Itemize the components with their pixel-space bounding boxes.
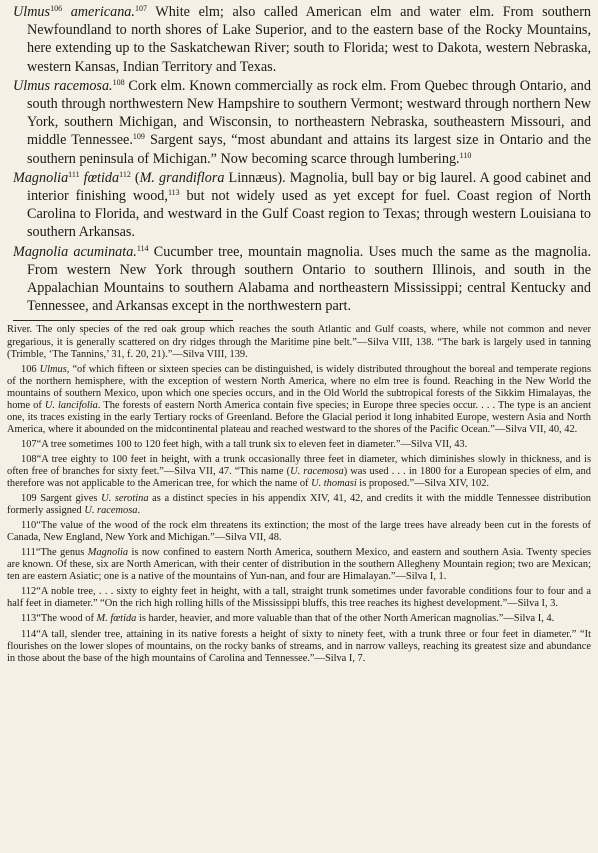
footnote-italic: U. racemosa bbox=[84, 505, 138, 517]
footnote-109 bbox=[7, 493, 591, 517]
footnote-number: 108 bbox=[21, 453, 37, 465]
footnote-112 bbox=[7, 586, 591, 610]
species-name: Ulmus racemosa. bbox=[13, 77, 113, 94]
footnote-number: 109 bbox=[21, 493, 37, 505]
footnote-continuation: River. The only species of the red oak group which reaches the south Atlantic and Gulf coasts, where, while not common and never gregarious, it is generally scattered on dry ridges through the Maritime pine belt.”—Silva VIII, 138. “The bark is largely used in tanning (Trimble, ‘The Tannins,’ 31, f. 20, 21).”—Silva VIII, 139. bbox=[7, 324, 591, 360]
footnote-text: “The genus bbox=[35, 547, 88, 559]
entry-text: ( bbox=[130, 169, 140, 186]
genus-name: Ulmus bbox=[13, 4, 51, 20]
entry-magnolia-foetida bbox=[7, 169, 591, 242]
footnote-107 bbox=[7, 439, 591, 451]
footnote-italic: Ulmus, bbox=[39, 363, 70, 375]
footnote-ref: 111 bbox=[68, 169, 80, 179]
footnote-italic: U. serotina bbox=[101, 493, 149, 505]
footnote-text: “A noble tree, . . . sixty to eighty feet in height, with a tall, straight trunk sometimes under favorable conditions four to four and a half feet in diameter.” “On the rich high rolling hills of the Mississippi bluffs, this tree reaches its highest development.”—Silva I, 3. bbox=[7, 586, 591, 610]
footnotes bbox=[7, 324, 591, 664]
footnote-number: 107 bbox=[21, 438, 37, 450]
footnote-ref: 114 bbox=[136, 243, 149, 253]
footnote-divider bbox=[13, 320, 233, 321]
footnote-106 bbox=[7, 364, 591, 436]
footnote-text: “The value of the wood of the rock elm threatens its extinction; the most of the large trees have already been cut in the forests of Canada, New England, New York and Michigan.”—Silva VII, 48. bbox=[7, 520, 591, 544]
footnote-text: “A tree sometimes 100 to 120 feet high, with a tall trunk six to eleven feet in diameter.”—Silva VII, 43. bbox=[36, 438, 468, 450]
footnote-text: is proposed.”—Silva XIV, 102. bbox=[356, 478, 489, 490]
footnote-113 bbox=[7, 613, 591, 625]
entry-ulmus-racemosa bbox=[7, 77, 591, 168]
entry-text: White elm; also called American elm and water elm. From southern Newfoundland to north shores of Lake Superior, and to the eastern base of the Rocky Mountains, here extending up to the Saskatchewan River; south to Florida; west to Dakota, western Nebraska, western Kansas, Indian Territory and Texas. bbox=[27, 4, 592, 75]
entry-ulmus-americana bbox=[7, 3, 591, 76]
footnote-text: ) was used . . . in 1800 for a European species of elm, and therefore was not applicable to the American tree, for which the name of bbox=[7, 465, 591, 490]
footnote-text: “A tree eighty to 100 feet in height, with a trunk occasionally three feet in diameter, which diminishes slowly in thickness, and is often free of branches for sixty feet.”—Silva VII, 47. “This name ( bbox=[7, 453, 591, 477]
entry-text: Cucumber tree, mountain magnolia. Uses much the same as the magnolia. From western New York through southern Ontario to southern Illinois, and south in the Appalachian Mountains to southern Alabama and northeastern Mississippi; central Kentucky and Tennessee, and Arkansas except in the northwestern part. bbox=[27, 243, 591, 315]
synonym-name: M. grandiflora bbox=[139, 169, 225, 186]
footnote-ref: 107 bbox=[134, 4, 147, 13]
footnote-italic: M. fœtida bbox=[96, 613, 137, 625]
genus-name: Magnolia bbox=[13, 169, 69, 186]
entry-text: Magnolia, bull bay or big laurel. A good cabinet and interior finishing wood, bbox=[27, 169, 591, 205]
footnote-number: 106 bbox=[21, 363, 37, 375]
footnote-number: 111 bbox=[21, 547, 36, 559]
species-name: Magnolia acuminata. bbox=[13, 243, 137, 260]
footnote-ref: 113 bbox=[167, 188, 180, 198]
footnote-114 bbox=[7, 629, 591, 665]
footnote-italic: U. thomasi bbox=[311, 478, 357, 490]
entry-text: Sargent says, “most abundant and attains its largest size in Ontario and the southern peninsula of Michigan.” Now becoming scarce through lumbering. bbox=[27, 132, 591, 167]
footnote-text: is harder, heavier, and more valuable than that of the other North American magnolias.”—Silva I, 4. bbox=[136, 613, 555, 625]
footnote-text: . bbox=[137, 505, 141, 517]
footnote-text: as a distinct species in his appendix XIV, 41, 42, and credits it with the middle Tennessee distribution formerly assigned bbox=[7, 493, 591, 517]
footnote-number: 112 bbox=[21, 586, 37, 598]
footnote-text: Sargent gives bbox=[40, 493, 102, 505]
footnote-number: 110 bbox=[21, 520, 37, 532]
footnote-text: is now confined to eastern North America, southern Mexico, and eastern and southern Asia. Twenty species are known. Of these, six are North American, with their center of distribution in the southern Allegheny Mountain region; two are Mexican; ten are eastern Asiatic; one is a native of the mountains of Yun-nan, and four are Himalayan.”—Silva I, 1. bbox=[7, 547, 591, 583]
entry-magnolia-acuminata bbox=[7, 243, 591, 316]
footnote-ref: 112 bbox=[119, 169, 131, 179]
footnote-ref: 106 bbox=[50, 4, 63, 13]
footnote-text: “A tall, slender tree, attaining in its native forests a height of sixty to ninety feet, with a trunk three or four feet in diameter.” “It flourishes on the lower slopes of mountains, on the rocky banks of streams, and in narrow valleys, reaching its greatest size and abundance in those about the base of the high mountains of Carolina and Tennessee.”—Silva I, 7. bbox=[7, 628, 591, 664]
footnote-italic: U. racemosa bbox=[290, 465, 344, 477]
footnote-italic: U. lancifolia bbox=[44, 399, 98, 411]
footnote-text: “The wood of bbox=[36, 613, 97, 625]
footnote-110 bbox=[7, 520, 591, 544]
species-name: fœtida bbox=[83, 169, 120, 186]
footnote-ref: 109 bbox=[132, 132, 145, 142]
footnote-italic: Magnolia bbox=[87, 547, 129, 559]
footnote-ref: 110 bbox=[459, 150, 472, 160]
footnote-text: “of which fifteen or sixteen species can be distinguished, is widely distributed throughout the boreal and temperate regions of the northern hemisphere, with the exception of western North America, where no elm tree is found. Reaching in the New World the mountains of southern Mexico, upon which one species occurs, and in the Old World the subtropical forests of the Sikkim Himalayas, the home of bbox=[7, 363, 591, 411]
footnote-ref: 108 bbox=[112, 77, 125, 87]
footnote-number: 114 bbox=[21, 628, 37, 640]
footnote-text: . The forests of eastern North America contain five species; in Europe three species occur. . . . The type is an ancient one, its traces existing in the early Tertiary rocks of Greenland. Before the Glacial period it long inhabited Europe, western Asia and North America, where it abounded on the midcontinental plateau and reached westward to the shores of the Pacific Ocean.”—Silva VII, 40, 42. bbox=[7, 399, 592, 435]
entry-text: Linnæus). bbox=[224, 169, 286, 186]
entry-text: Cork elm. Known commercially as rock elm. From Quebec through Ontario, and south through northwestern New Hampshire to southern Vermont; westward through northern New York, southern Michigan, and Wisconsin, to northeastern Nebraska, southeastern Missouri, and middle Tennessee. bbox=[27, 77, 591, 149]
species-name: americana. bbox=[70, 4, 135, 20]
entry-text: but not widely used as yet except for fuel. Coast region of North Carolina to Florida, and westward in the Gulf Coast region to Texas; through western Louisiana to southern Arkansas. bbox=[27, 188, 592, 241]
footnote-108 bbox=[7, 454, 591, 490]
footnote-111 bbox=[7, 547, 591, 583]
footnote-number: 113 bbox=[21, 613, 37, 625]
